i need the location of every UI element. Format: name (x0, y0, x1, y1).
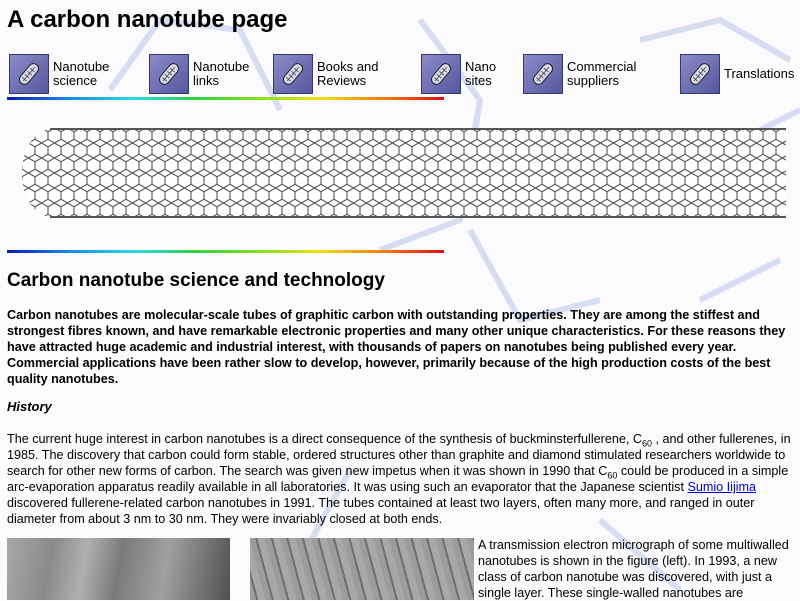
nav-nanotube-science[interactable] (9, 54, 109, 94)
page-title: A carbon nanotube page (7, 6, 288, 33)
nav-books-and-reviews[interactable] (273, 54, 378, 94)
nanotube-illustration (22, 128, 786, 218)
subscript: 60 (607, 470, 618, 481)
sumio-iijima-link[interactable]: Sumio Iijima (687, 480, 757, 494)
history-paragraph (7, 431, 793, 527)
text: , and other fullerenes, in 1985. The discovery that carbon could form stable, ordered structures other than graphite and diamond stimulated researchers worldwide to search for other new forms of carbon. The search was given new impetus when it was shown in 1990 that C (7, 432, 791, 478)
section-title: Carbon nanotube science and technology (7, 270, 385, 291)
nav-label: Nano sites (465, 59, 497, 88)
nanotube-icon (9, 54, 49, 94)
nanotube-icon (680, 54, 720, 94)
tem-image-singlewalled (250, 538, 474, 600)
nav-label: Books and Reviews (317, 59, 379, 88)
text: could be produced in a simple arc-evaporation apparatus readily available in all laboratories. It was using such an evaporator that the Japanese scientist (7, 464, 789, 494)
history-heading: History (7, 399, 52, 414)
nav-nano-sites[interactable] (421, 54, 496, 94)
rainbow-divider (7, 250, 444, 253)
intro-paragraph: Carbon nanotubes are molecular-scale tubes of graphitic carbon with outstanding properties. They are among the stiffest and strongest fibres known, and have remarkable electronic properties and many other unique characteristics. For these reasons they have attracted huge academic and industrial interest, with thousands of papers on nanotubes being published every year. Commercial applications have been rather slow to develop, however, primarily because of the high production costs of the best quality nanotubes. (7, 308, 786, 386)
nav-bar (0, 54, 800, 96)
nav-commercial-suppliers[interactable] (523, 54, 636, 94)
subscript: 60 (641, 438, 652, 449)
tem-image-multiwalled (7, 538, 230, 600)
nav-label: Nanotube science (53, 59, 110, 88)
nanotube-icon (523, 54, 563, 94)
rainbow-divider (7, 97, 444, 100)
text: The current huge interest in carbon nanotubes is a direct consequence of the synthesis of buckminsterfullerene, C (7, 432, 642, 446)
nav-label: Translations (724, 66, 795, 81)
text: discovered fullerene-related carbon nanotubes in 1991. The tubes contained at least two layers, often many more, and ranged in outer diameter from about 3 nm to 30 nm. They were invariably closed at both ends. (7, 496, 755, 526)
nav-nanotube-links[interactable] (149, 54, 249, 94)
history-paragraph-2: A transmission electron micrograph of some multiwalled nanotubes is shown in the figure (left). In 1993, a new class of carbon nanotube was discovered, with just a single layer. These single-walled nanotubes are (478, 538, 789, 600)
nav-label: Commercial suppliers (567, 59, 637, 88)
nav-label: Nanotube links (193, 59, 250, 88)
nanotube-icon (273, 54, 313, 94)
nanotube-icon (421, 54, 461, 94)
nav-translations[interactable] (680, 54, 794, 94)
nanotube-icon (149, 54, 189, 94)
